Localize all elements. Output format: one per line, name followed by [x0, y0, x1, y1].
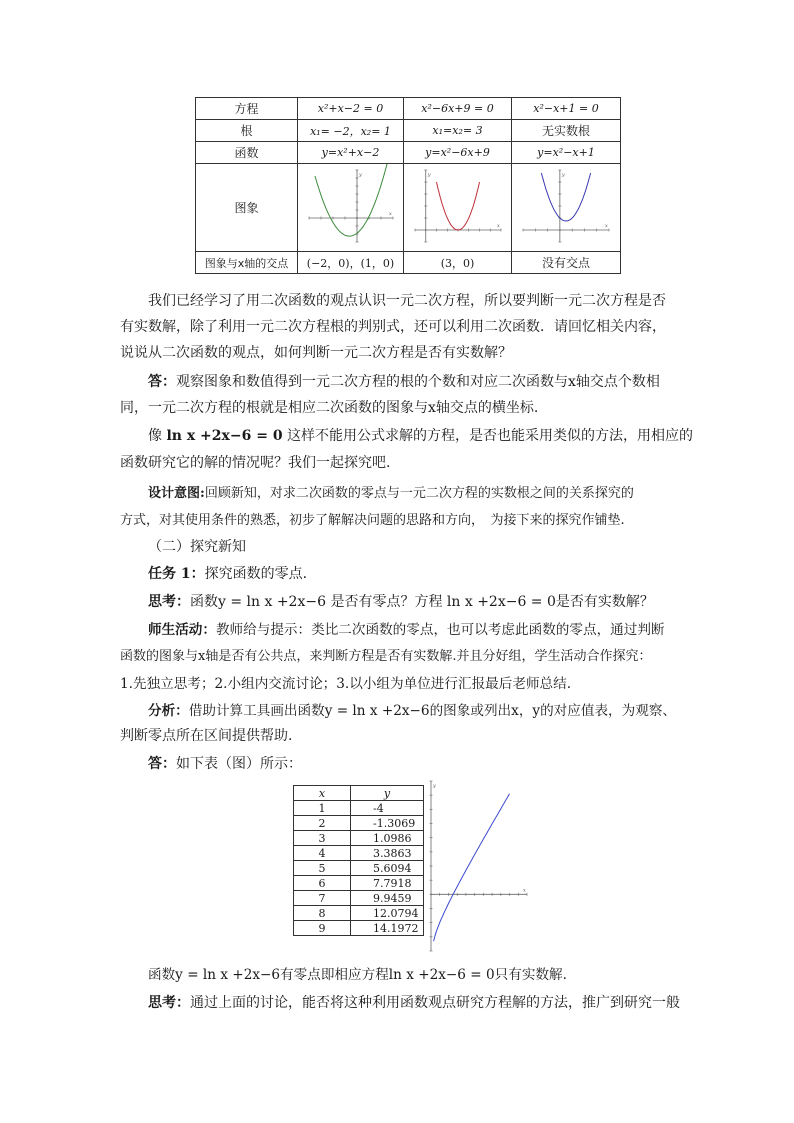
equation-1: x²+x−2 = 0 [298, 98, 404, 120]
cell-y: 1.0986 [351, 831, 424, 846]
parabola-graph-3 [517, 164, 615, 248]
table-row [294, 921, 424, 936]
answer-label: 答： [148, 374, 176, 390]
root-3: 无实数根 [512, 120, 621, 142]
y-axis-letter: y [358, 172, 362, 178]
x-axis-letter: x [523, 887, 526, 894]
cell-y: 14.1972 [351, 921, 424, 936]
cell-x: 7 [294, 891, 351, 906]
header-x: x [294, 786, 351, 801]
function-curve [541, 173, 590, 221]
table-row [294, 801, 424, 816]
row-label-equation: 方程 [196, 98, 298, 120]
answer2-line [148, 753, 302, 773]
quadratic-comparison-table [195, 97, 621, 274]
activity-label: 师生活动： [148, 622, 216, 638]
paragraph-line: 说说从二次函数的观点，如何判断一元二次方程是否有实数解？ [120, 345, 512, 361]
function-curve [315, 164, 387, 236]
row-label-root: 根 [196, 120, 298, 142]
intersection-3: 没有交点 [512, 252, 621, 274]
cell-y: 9.9459 [351, 891, 424, 906]
x-axis-letter: x [496, 223, 500, 229]
cell-x: 4 [294, 846, 351, 861]
text-fragment: 这样不能用公式求解的方程，是否也能采用类似的方法，用相应的 [287, 428, 694, 444]
answer-line: 同，一元二次方程的根就是相应二次函数的图象与x轴交点的横坐标. [120, 400, 539, 416]
y-axis-letter: y [427, 172, 431, 178]
cell-x: 9 [294, 921, 351, 936]
graph-cell-2 [404, 164, 512, 252]
task-line [148, 563, 307, 583]
answer-text: 观察图象和数值得到一元二次方程的根的个数和对应二次函数与x轴交点个数相 [176, 374, 660, 390]
think-line [148, 591, 654, 611]
paragraph-line [148, 425, 693, 445]
function-1: y=x²+x−2 [298, 142, 404, 164]
cell-y: 3.3863 [351, 846, 424, 861]
y-axis-letter: y [561, 172, 565, 178]
header-y: y [351, 786, 424, 801]
activity-line: 函数的图象与x轴是否有公共点，来判断方程是否有实数解.并且分好组，学生活动合作探究： [120, 649, 652, 664]
cell-y: 12.0794 [351, 906, 424, 921]
answer2-text: 如下表（图）所示： [176, 756, 302, 772]
intersection-2: (3，0) [404, 252, 512, 274]
table-row [294, 876, 424, 891]
function-curve [434, 794, 510, 941]
cell-y: -1.3069 [351, 816, 424, 831]
row-label-intersection: 图象与x轴的交点 [196, 252, 298, 274]
answer-line [148, 371, 660, 391]
activity-text: 教师给与提示：类比二次函数的零点，也可以考虑此函数的零点，通过判断 [215, 622, 665, 638]
cell-y: 7.7918 [351, 876, 424, 891]
think-label: 思考： [148, 594, 190, 610]
cell-y: 5.6094 [351, 861, 424, 876]
paragraph-line: 有实数解，除了利用一元二次方程根的判别式，还可以利用二次函数．请回忆相关内容， [120, 319, 666, 335]
table-row [294, 816, 424, 831]
design-intent-line: 方式，对其使用条件的熟悉，初步了解解决问题的思路和方向， 为接下来的探究作铺垫. [120, 513, 625, 528]
think2-line [148, 992, 680, 1012]
equation: ln x +2x−6 = 0 [166, 428, 283, 444]
cell-x: 1 [294, 801, 351, 816]
cell-x: 5 [294, 861, 351, 876]
row-label-function: 函数 [196, 142, 298, 164]
equation-3: x²−x+1 = 0 [512, 98, 621, 120]
table-row [294, 831, 424, 846]
intersection-1: (−2，0)，(1，0) [298, 252, 404, 274]
cell-x: 8 [294, 906, 351, 921]
analysis-text: 借助计算工具画出函数y = ln x +2x−6的图象或列出x，y的对应值表，为观察、 [188, 703, 677, 719]
table-row [294, 846, 424, 861]
cell-y: -4 [351, 801, 424, 816]
task-label: 任务 1： [148, 566, 205, 582]
think2-text: 通过上面的讨论，能否将这种利用函数观点研究方程解的方法，推广到研究一般 [190, 995, 680, 1011]
text-fragment: 像 [148, 428, 162, 444]
graph-cell-1 [298, 164, 404, 252]
graph-cell-3 [512, 164, 621, 252]
row-label-graph: 图象 [196, 164, 298, 252]
analysis-label: 分析： [148, 703, 189, 719]
table-row [294, 891, 424, 906]
x-axis-letter: x [605, 223, 608, 229]
paragraph-line: 我们已经学习了用二次函数的观点认识一元二次方程，所以要判断一元二次方程是否 [148, 293, 666, 309]
root-1: x₁= −2，x₂= 1 [298, 120, 404, 142]
paragraph-line: 函数研究它的解的情况呢？我们一起探究吧. [120, 455, 391, 471]
function-curve [436, 182, 479, 230]
root-2: x₁=x₂= 3 [404, 120, 512, 142]
think-text: 函数y = ln x +2x−6 是否有零点？方程 ln x +2x−6 = 0是否有实数解？ [190, 594, 654, 610]
function-3: y=x²−x+1 [512, 142, 621, 164]
activity-line [148, 618, 665, 638]
function-2: y=x²−6x+9 [404, 142, 512, 164]
conclusion-line: 函数y = ln x +2x−6有零点即相应方程ln x +2x−6 = 0只有实数解. [148, 967, 567, 983]
x-axis-letter: x [388, 211, 392, 217]
analysis-line: 判断零点所在区间提供帮助. [120, 728, 293, 744]
task-text: 探究函数的零点. [204, 566, 308, 582]
table-row [294, 861, 424, 876]
value-table-header [294, 786, 424, 801]
section-heading: （二）探究新知 [148, 539, 246, 555]
design-intent-label: 设计意图: [148, 486, 205, 501]
think2-label: 思考： [148, 995, 190, 1011]
cell-x: 2 [294, 816, 351, 831]
design-intent-text: 回顾新知，对求二次函数的零点与一元二次方程的实数根之间的关系探究的 [204, 486, 634, 501]
answer2-label: 答： [148, 756, 176, 772]
design-intent-line [148, 482, 634, 501]
cell-x: 3 [294, 831, 351, 846]
analysis-line [148, 699, 676, 719]
cell-x: 6 [294, 876, 351, 891]
parabola-graph-1 [303, 164, 399, 248]
equation-2: x²−6x+9 = 0 [404, 98, 512, 120]
activity-line: 1.先独立思考；2.小组内交流讨论；3.以小组为单位进行汇报最后老师总结. [120, 676, 572, 692]
y-axis-letter: y [433, 783, 436, 789]
parabola-graph-2 [409, 164, 507, 248]
value-table [293, 785, 424, 936]
table-row [294, 906, 424, 921]
ln-function-graph [425, 775, 533, 957]
